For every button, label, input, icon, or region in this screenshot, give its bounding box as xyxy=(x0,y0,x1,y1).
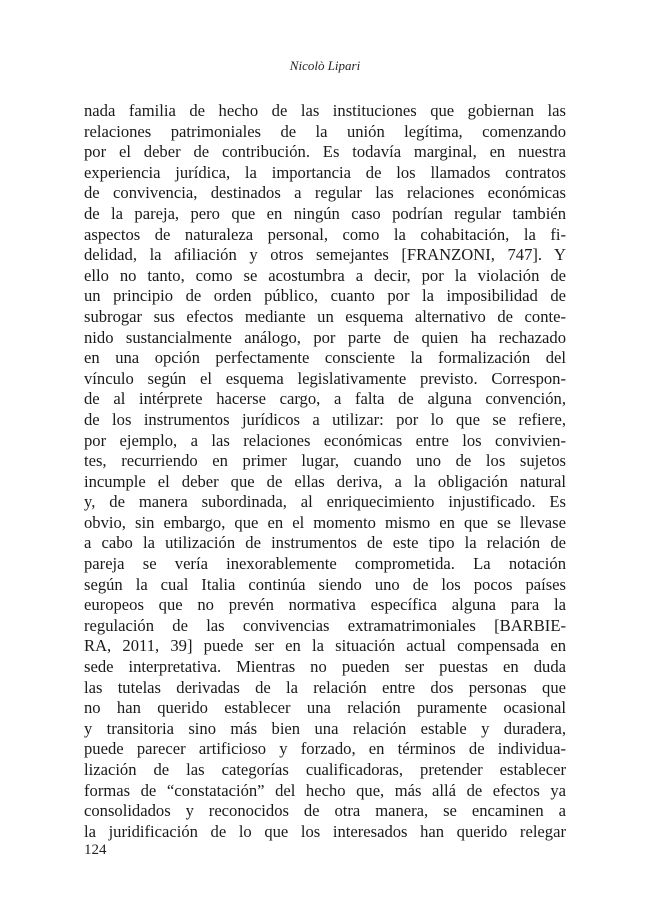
text-line: la juridificación de lo que los interesados han querido relegar xyxy=(84,821,566,841)
text-line: obvio, sin embargo, que en el momento mismo en que se llevase xyxy=(84,512,566,532)
text-line: y transitoria sino más bien una relación estable y duradera, xyxy=(84,718,566,738)
text-line: las tutelas derivadas de la relación entre dos personas que xyxy=(84,677,566,697)
text-line: sede interpretativa. Mientras no pueden ser puestas en duda xyxy=(84,657,566,677)
body-text xyxy=(84,101,566,842)
text-line: formas de “constatación” del hecho que, más allá de efectos ya xyxy=(84,780,566,800)
text-line: experiencia jurídica, la importancia de los llamados contratos xyxy=(84,162,566,182)
text-line: consolidados y reconocidos de otra manera, se encaminen a xyxy=(84,801,566,821)
text-line: aspectos de naturaleza personal, como la cohabitación, la fi- xyxy=(84,224,566,244)
text-line: y, de manera subordinada, al enriquecimiento injustificado. Es xyxy=(84,492,566,512)
text-line: ello no tanto, como se acostumbra a decir, por la violación de xyxy=(84,265,566,285)
text-line: vínculo según el esquema legislativamente previsto. Correspon- xyxy=(84,368,566,388)
text-line: delidad, la afiliación y otros semejantes [FRANZONI, 747]. Y xyxy=(84,245,566,265)
text-line: nada familia de hecho de las instituciones que gobiernan las xyxy=(84,101,566,120)
text-line: nido sustancialmente análogo, por parte de quien ha rechazado xyxy=(84,327,566,347)
text-line: según la cual Italia continúa siendo uno de los pocos países xyxy=(84,574,566,594)
text-line: de la pareja, pero que en ningún caso podrían regular también xyxy=(84,203,566,223)
text-line: por ejemplo, a las relaciones económicas entre los convivien- xyxy=(84,430,566,450)
text-line: de los instrumentos jurídicos a utilizar: por lo que se refiere, xyxy=(84,409,566,429)
text-line: europeos que no prevén normativa específica alguna para la xyxy=(84,595,566,615)
text-line: un principio de orden público, cuanto por la imposibilidad de xyxy=(84,286,566,306)
running-header-author: Nicolò Lipari xyxy=(289,58,361,73)
text-line: por el deber de contribución. Es todavía marginal, en nuestra xyxy=(84,142,566,162)
text-line: incumple el deber que de ellas deriva, a la obligación natural xyxy=(84,471,566,491)
text-line: RA, 2011, 39] puede ser en la situación actual compensada en xyxy=(84,636,566,656)
text-line: de convivencia, destinados a regular las relaciones económicas xyxy=(84,183,566,203)
text-line: a cabo la utilización de instrumentos de este tipo la relación de xyxy=(84,533,566,553)
text-line: puede parecer artificioso y forzado, en términos de individua- xyxy=(84,739,566,759)
text-line: en una opción perfectamente consciente la formalización del xyxy=(84,348,566,368)
text-line: tes, recurriendo en primer lugar, cuando uno de los sujetos xyxy=(84,451,566,471)
text-line: relaciones patrimoniales de la unión legítima, comenzando xyxy=(84,121,566,141)
text-line: subrogar sus efectos mediante un esquema alternativo de conte- xyxy=(84,306,566,326)
text-line: de al intérprete hacerse cargo, a falta de alguna convención, xyxy=(84,389,566,409)
text-line: no han querido establecer una relación puramente ocasional xyxy=(84,698,566,718)
text-line: lización de las categorías cualificadoras, pretender establecer xyxy=(84,760,566,779)
page-number: 124 xyxy=(84,842,107,858)
text-line: regulación de las convivencias extramatrimoniales [BARBIE- xyxy=(84,615,566,635)
text-line: pareja se vería inexorablemente comprometida. La notación xyxy=(84,554,566,574)
